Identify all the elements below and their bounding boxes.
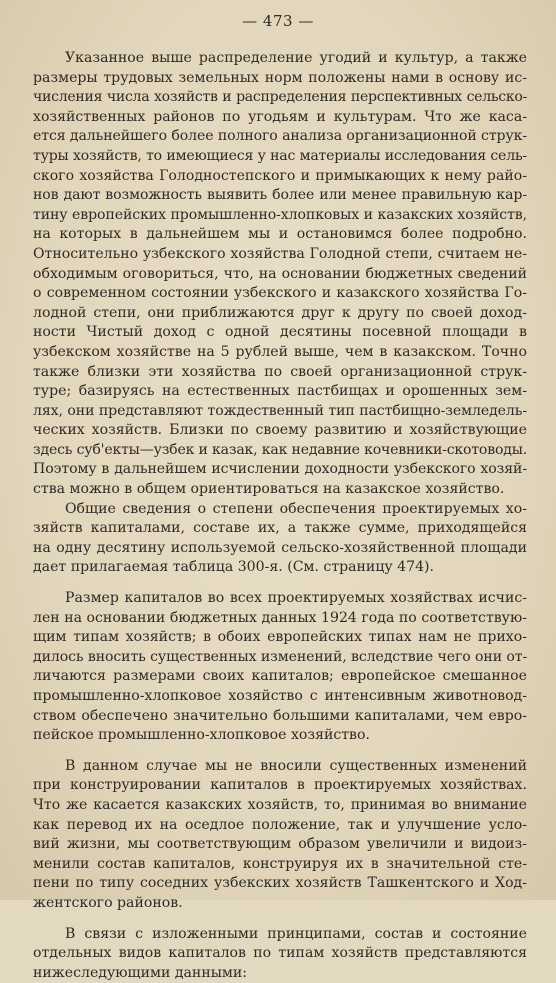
text-line: ется дальнейшего более полного анализа организационной струк- [33, 128, 528, 145]
text-line: дает прилагаемая таблица 300-я. (См. страницу 474). [33, 559, 435, 576]
text-line: нижеследующими данными: [33, 964, 248, 981]
text-line: при конструировании капиталов в проектируемых хозяйствах. [33, 777, 527, 794]
text-line: личаются размерами своих капиталов; европейское смешанное [33, 668, 527, 685]
text-line: туре; базируясь на естественных пастбищах и орошенных зем- [33, 383, 527, 400]
text-line: зяйств капиталами, составе их, а также сумме, приходящейся [33, 520, 527, 537]
text-line: туры хозяйств, то имеющиеся у нас материалы исследования сель- [33, 147, 527, 164]
text-line: промышленно-хлопковое хозяйство с интенсивным животновод- [33, 688, 527, 704]
text-line: хозяйственных районов по угодьям и культурам. Что же каса- [33, 108, 527, 125]
text-line: Общие сведения о степени обеспечения проектируемых хо- [65, 500, 527, 517]
page-number: — 473 — [242, 12, 314, 30]
text-line: отдельных видов капиталов по типам хозяйств представляются [33, 945, 527, 962]
text-line: вий жизни, мы соответствующим образом увеличили и видоиз- [33, 836, 527, 853]
paragraph-gap [33, 578, 527, 589]
text-line: Указанное выше распределение угодий и культур, а также [65, 50, 527, 66]
text-line: о современном состоянии узбекского и казакского хозяйства Го- [33, 285, 527, 302]
text-line: на одну десятину используемой сельско-хозяйственной площади [33, 539, 527, 556]
text-line: на которых в дальнейшем мы и остановимся более подробно. [33, 226, 527, 243]
text-line: жентского районов. [33, 894, 183, 911]
text-line: обходимым оговориться, что, на основании бюджетных сведений [33, 265, 527, 282]
text-line: пени по типу соседних узбекских хозяйств Ташкентского и Ход- [33, 875, 527, 892]
text-line: дилось вносить существенных изменений, вследствие чего они от- [33, 648, 528, 665]
text-line: менили состав капиталов, конструируя их в значительной сте- [33, 855, 527, 872]
text-line: здесь суб'екты—узбек и казак, как недавние кочевники-скотоводы. [33, 441, 527, 458]
text-line: ства можно в общем ориентироваться на казакское хозяйство. [33, 481, 505, 498]
paragraph [33, 757, 527, 914]
text-line: узбекском хозяйстве на 5 рублей выше, чем в казакском. Точно [33, 343, 527, 360]
text-line: размеры трудовых земельных норм положены нами в основу ис- [33, 69, 527, 86]
text-line: В данном случае мы не вносили существенных изменений [65, 757, 527, 774]
text-line: пейское промышленно-хлопковое хозяйство. [33, 727, 370, 744]
body-text [33, 49, 527, 983]
text-line: Размер капиталов во всех проектируемых хозяйствах исчис- [65, 590, 527, 607]
text-line: Поэтому в дальнейшем исчислении доходности узбекского хозяй- [33, 461, 527, 478]
text-line: числения числа хозяйств и распределения перспективных сельско- [33, 89, 527, 106]
text-line: В связи с изложенными принципами, состав и состояние [65, 925, 527, 942]
text-line: нов дают возможность выявить более или менее правильную кар- [33, 187, 527, 204]
paragraph [33, 589, 527, 746]
paragraph-gap [33, 914, 527, 925]
text-line: лодной степи, они приближаются друг к другу по своей доход- [33, 304, 527, 321]
text-line: тину европейских промышленно-хлопковых и казакских хозяйств, [33, 206, 527, 223]
text-line: ческих хозяйств. Близки по своему развитию и хозяйствующие [33, 422, 527, 439]
text-line: как перевод их на оседлое положение, так и улучшение усло- [33, 816, 527, 833]
text-line: ством обеспечено значительно большими капиталами, чем евро- [33, 707, 527, 724]
text-line: лях, они представляют тождественный тип пастбищно-земледель- [33, 402, 527, 419]
text-line: лен на основании бюджетных данных 1924 года по соответствую- [33, 609, 527, 626]
text-line: также близки эти хозяйства по своей организационной струк- [33, 363, 527, 380]
text-line: ского хозяйства Голодностепского и примыкающих к нему райо- [33, 167, 527, 184]
text-line: Относительно узбекского хозяйства Голодной степи, считаем не- [33, 245, 527, 262]
text-line: ности Чистый доход с одной десятины посевной площади в [33, 324, 527, 341]
text-line: Что же касается казакских хозяйств, то, принимая во внимание [33, 796, 527, 813]
paragraph [33, 49, 527, 578]
paragraph [33, 925, 527, 983]
text-line: щим типам хозяйств; в обоих европейских типах нам не прихо- [33, 629, 527, 646]
paragraph-gap [33, 746, 527, 757]
